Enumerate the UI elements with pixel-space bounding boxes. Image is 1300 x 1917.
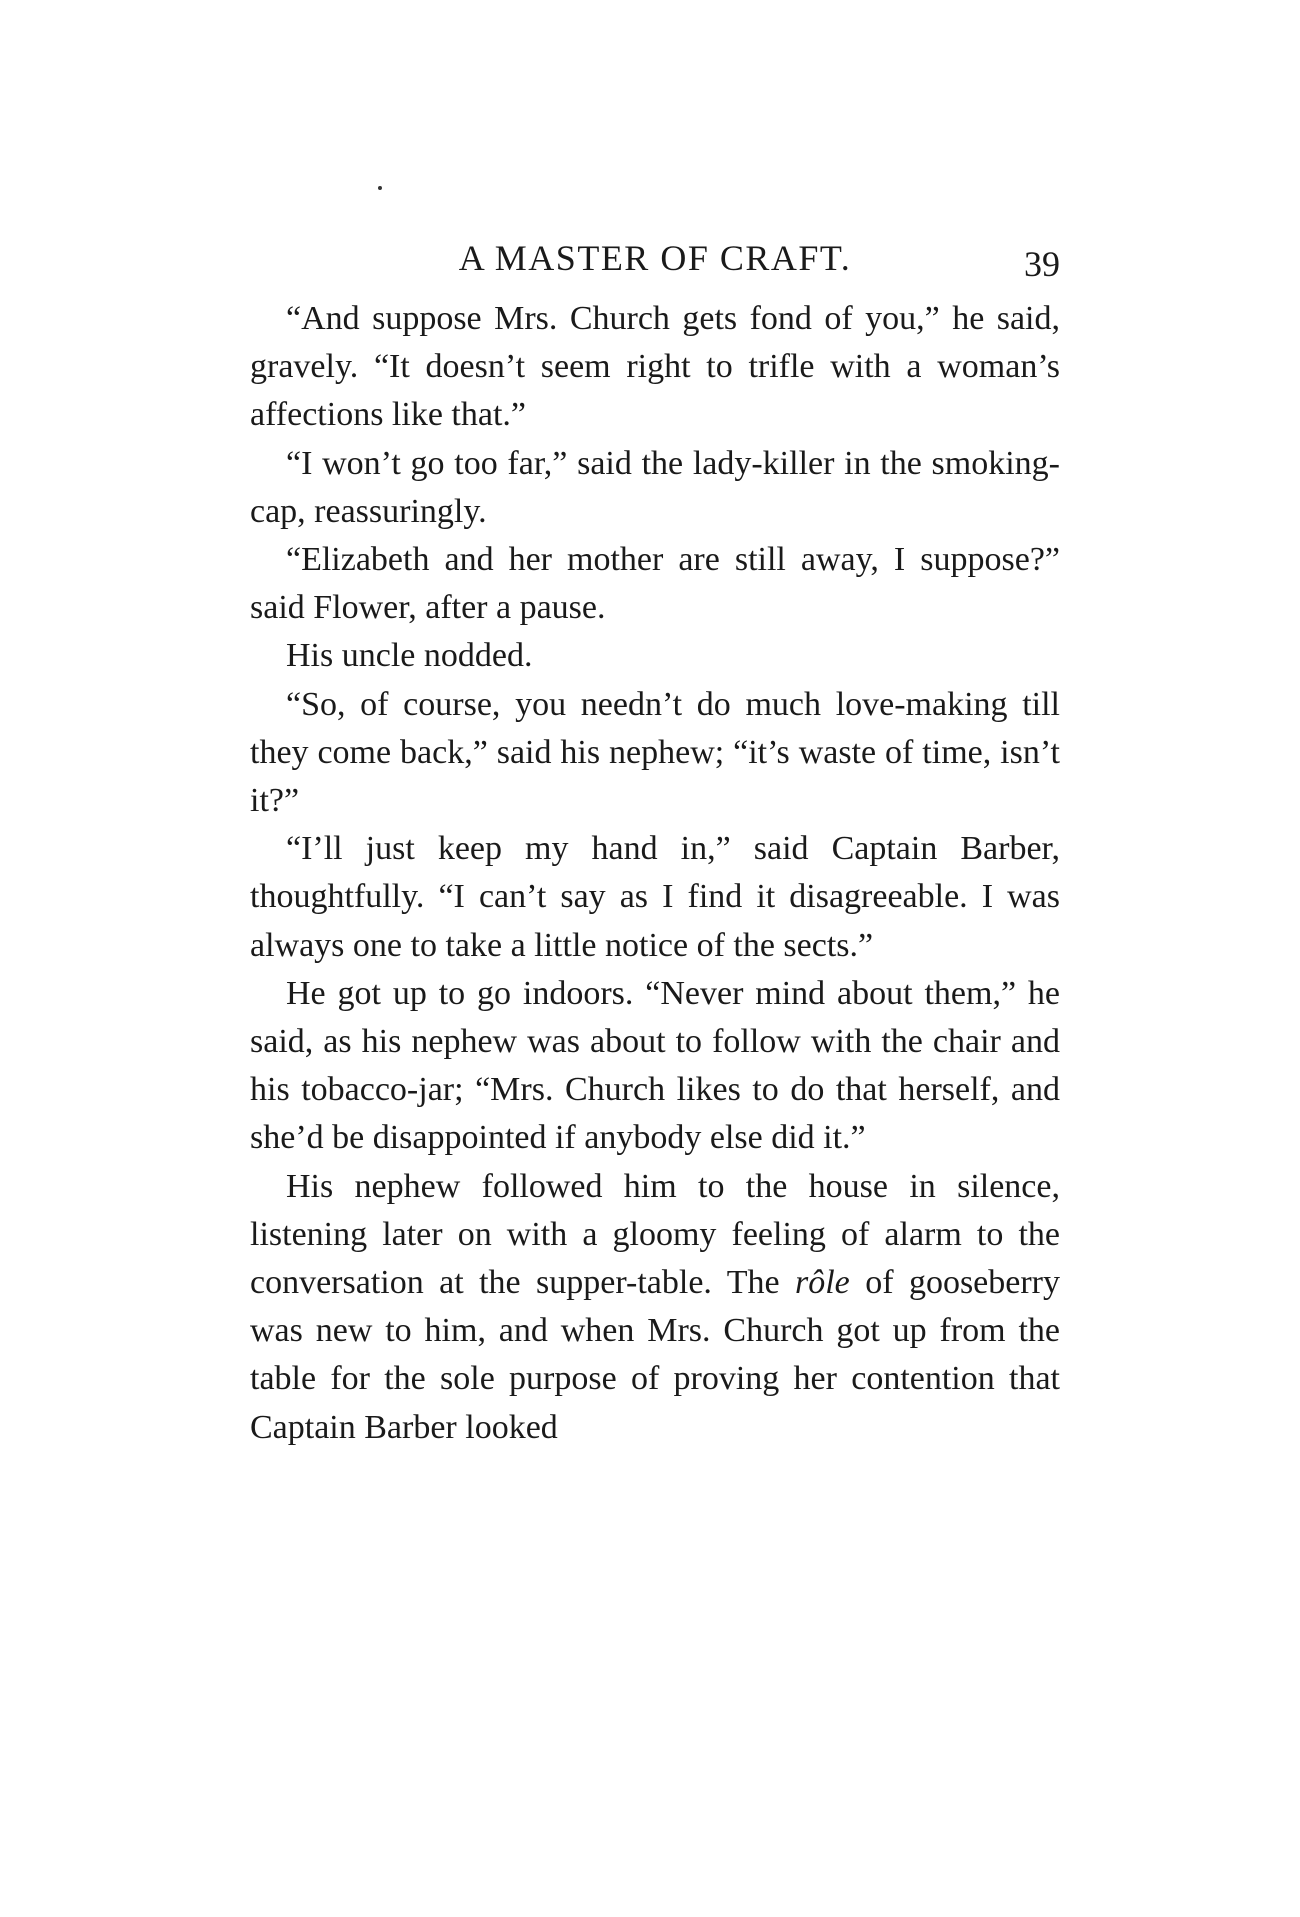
paragraph: “I won’t go too far,” said the lady-killer in the smoking-cap, reassuringly.: [250, 444, 1060, 530]
paragraph: “And suppose Mrs. Church gets fond of you,” he said, gravely. “It doesn’t seem right to trifle with a woman’s affections like that.”: [250, 300, 1060, 434]
paragraph-text: of gooseberry was new to him, and when Mrs. Church got up from the table for the sole purpose of proving her contention that Captain Barber looked: [250, 1264, 1060, 1446]
running-title: A MASTER OF CRAFT.: [458, 238, 852, 278]
paragraph: His uncle nodded.: [286, 637, 533, 675]
paragraph: “So, of course, you needn’t do much love-making till they come back,” said his nephew; “it’s waste of time, isn’t it?”: [250, 685, 1060, 820]
body-text: [250, 295, 1060, 1452]
paragraph: “Elizabeth and her mother are still away, I suppose?” said Flower, after a pause.: [250, 541, 1060, 627]
paragraph-text: His nephew followed him to the house in silence, listening later on with a gloomy feeling of alarm to the conversation at the supper-table. The: [250, 1167, 1060, 1302]
paragraph: He got up to go indoors. “Never mind about them,” he said, as his nephew was about to follow with the chair and his tobacco-jar; “Mrs. Church likes to do that herself, and she’d be disappointed if anybody else did it.”: [250, 974, 1060, 1157]
print-speck: [378, 186, 382, 190]
running-head: [250, 228, 1060, 288]
paragraph: [250, 1163, 1060, 1452]
page-number: 39: [1024, 244, 1060, 284]
italic-word: rôle: [795, 1264, 850, 1302]
paragraph: “I’ll just keep my hand in,” said Captain Barber, thoughtfully. “I can’t say as I find it disagreeable. I was always one to take a little notice of the sects.”: [250, 830, 1060, 964]
